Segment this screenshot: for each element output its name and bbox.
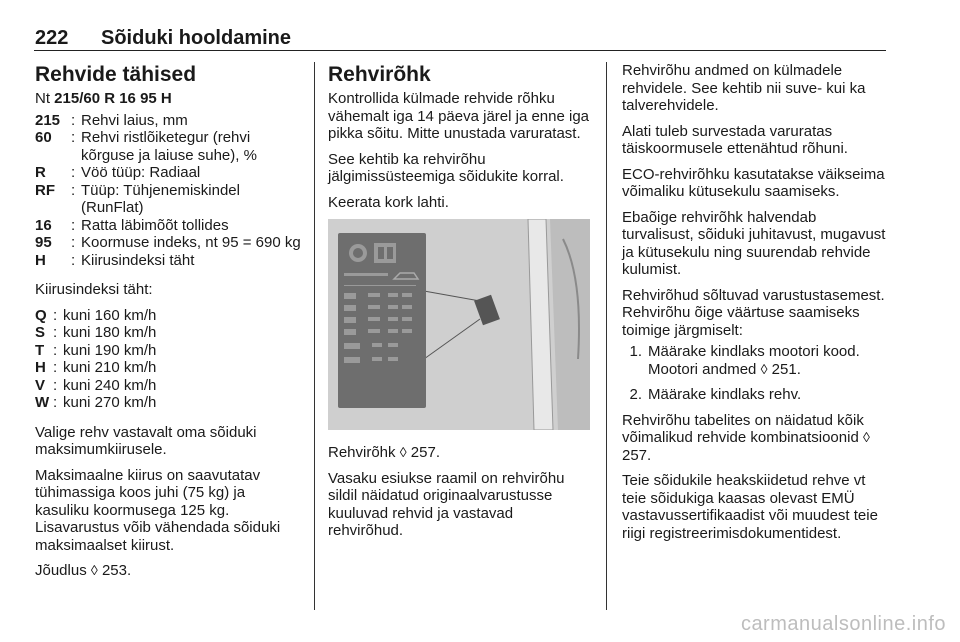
paragraph: Kontrollida külmade rehvide rõhku vähemalt iga 14 päeva järel ja enne iga pikka sõitu. Mitte unustada varuratast. [328,90,590,142]
spec-value: kuni 180 km/h [63,324,157,341]
paragraph: Vasaku esiukse raamil on rehvirõhu sildil näidatud originaalvarustusse kuuluvad rehvid ja vastavad rehvirõhud. [328,469,565,539]
separator: : [71,164,76,181]
separator: : [71,251,76,269]
spec-value: kuni 210 km/h [63,359,157,376]
spec-key: S [35,324,46,341]
spec-key: 60 [35,129,52,146]
spec-key: 16 [35,216,52,234]
spec-key: T [35,341,45,359]
spec-value: Rehvi ristlõiketegur (rehvi kõrguse ja laiuse suhe), % [81,129,257,164]
page-title: Sõiduki hooldamine [101,27,292,49]
spec-list [35,112,303,270]
spec-key: RF [35,181,55,199]
spec-value: kuni 240 km/h [63,376,157,394]
watermark: carmanualsonline.info [740,613,946,635]
paragraph: ECO-rehvirõhku kasutatakse väikseima võimaliku kütusekulu saamiseks. [622,165,885,200]
paragraph: Alati tuleb survestada varuratas täiskoormusele ettenähtud rõhuni. [622,122,848,157]
example-line: Nt 215/60 R 16 95 H [35,90,172,107]
spec-value: kuni 270 km/h [63,394,157,411]
section-heading-tire-pressure: Rehvirõhk [328,63,431,86]
list-item: 2. Määrake kindlaks rehv. [629,386,802,403]
paragraph: Valige rehv vastavalt oma sõiduki maksimumkiirusele. [35,423,257,458]
separator: : [71,181,76,199]
speed-intro: Kiirusindeksi täht: [35,281,153,298]
example-code: 215/60 R 16 95 H [54,90,172,107]
separator: : [53,394,58,411]
reference-arrow-icon: ◊ [90,562,98,578]
separator: : [71,129,76,146]
spec-key: 215 [35,111,61,129]
spec-value: Kiirusindeksi täht [81,251,195,269]
spec-value: Tüüp: Tühjenemiskindel (RunFlat) [81,181,240,216]
header-rule [34,50,886,51]
page-number: 222 [35,27,69,49]
spec-key: W [35,394,50,411]
separator: : [53,324,58,341]
column-divider-2 [606,62,607,610]
steps-list [622,343,890,404]
column-2 [328,62,592,548]
reference-arrow-icon: ◊ [760,360,768,377]
section-heading-tire-markings: Rehvide tähised [35,63,197,86]
spec-key: R [35,164,46,181]
spec-key: V [35,376,46,394]
reference-arrow-icon: ◊ [399,444,407,460]
paragraph: Rehvirõhud sõltuvad varustustasemest. Rehvirõhu õige väärtuse saamiseks toimige järgmiselt: [622,286,885,339]
spec-key: 95 [35,234,52,251]
paragraph: See kehtib ka rehvirõhu jälgimissüsteemiga sõidukite korral. [328,150,564,185]
spec-key: Q [35,306,47,324]
separator: : [53,376,58,394]
separator: : [53,306,58,324]
figure-reference[interactable]: Rehvirõhk ◊ 257. [328,444,440,461]
tire-pressure-label-illustration [328,219,590,430]
column-1 [35,62,303,588]
reference-arrow-icon: ◊ [862,429,870,445]
spec-key: H [35,251,46,269]
separator: : [53,359,58,376]
spec-value: Koormuse indeks, nt 95 = 690 kg [81,234,301,251]
column-divider-1 [314,62,315,610]
spec-value: kuni 160 km/h [63,306,157,324]
cross-reference[interactable]: Rehvirõhu tabelites on näidatud kõik võimalikud rehvide kombinatsioonid ◊ 257. [622,411,870,464]
speed-list [35,307,303,412]
paragraph: Maksimaalne kiirus on saavutatav tühimassiga koos juhi (75 kg) ja kasuliku koormusega 125 kg. Lisavarustus võib vähendada sõiduki maksimaalset kiirust. [35,466,281,554]
paragraph: Rehvirõhu andmed on külmadele rehvidele. See kehtib nii suve- kui ka talverehvidele. [622,62,866,114]
paragraph: Keerata kork lahti. [328,193,449,211]
separator: : [71,111,76,129]
paragraph: Teie sõidukile heakskiidetud rehve vt teie sõidukiga kaasas olevast EMÜ vastavussertifikaadist või muudest teie riigi registreerimisdokumentidest. [622,472,878,542]
column-3 [622,62,890,550]
door-frame-label-icon [328,219,590,430]
list-item: 1. Määrake kindlaks mootori kood. Mootori andmed ◊ 251. [629,343,860,378]
page-header [35,27,291,50]
spec-value: Ratta läbimõõt tollides [81,216,229,234]
separator: : [71,234,76,251]
separator: : [53,341,58,359]
spec-value: Rehvi laius, mm [81,111,188,129]
separator: : [71,216,76,234]
paragraph: Ebaõige rehvirõhk halvendab turvalisust, sõiduki juhitavust, mugavust ja kütusekulu ning suurendab rehvide kulumist. [622,208,886,278]
spec-key: H [35,359,46,376]
spec-value: kuni 190 km/h [63,341,157,359]
cross-reference[interactable]: Jõudlus ◊ 253. [35,562,132,579]
spec-value: Vöö tüüp: Radiaal [81,164,201,181]
